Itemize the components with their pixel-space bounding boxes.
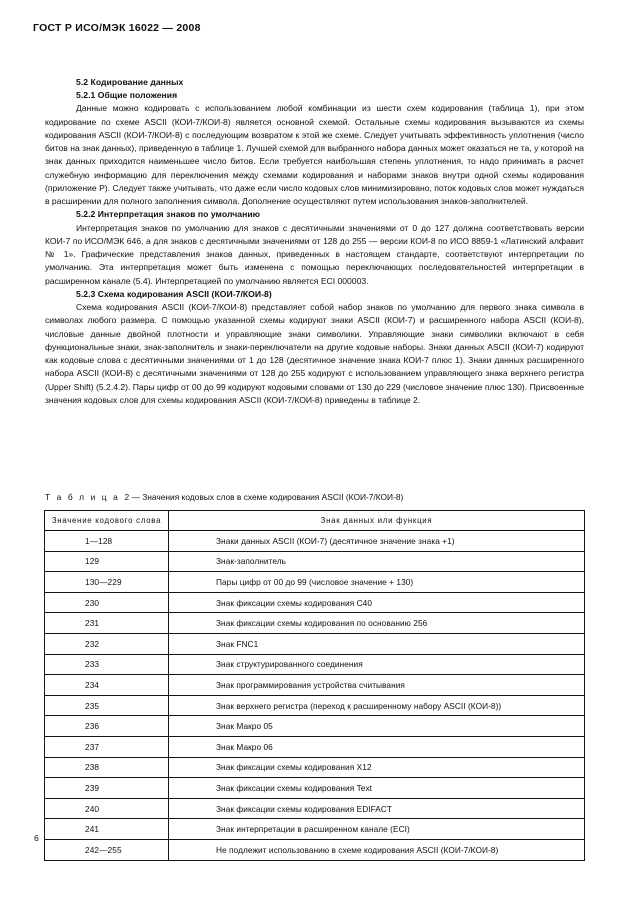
table-row (45, 716, 585, 737)
cell-codeword-value: 241 (45, 819, 169, 840)
cell-meaning: Знак-заполнитель (169, 551, 585, 572)
cell-codeword-value: 240 (45, 798, 169, 819)
column-header-codeword-value: Значение кодового слова (45, 511, 169, 531)
cell-meaning: Знак фиксации схемы кодирования Text (169, 778, 585, 799)
cell-codeword-value: 130—229 (45, 572, 169, 593)
cell-codeword-value: 236 (45, 716, 169, 737)
paragraph-5-2-1: Данные можно кодировать с использованием любой комбинации из шести схем кодирования (таблица 1), при этом кодирование по схеме ASCII (КОИ-7/КОИ-8) является основной схемой. Остальные схемы кодирования вызываются из схемы кодирования ASCII (КОИ-7/КОИ-8) с последующим возвратом к этой же схеме. Следует учитывать эффективность уплотнения (число битов на знак данных), приведенную в таблице 1. Лучшей схемой для выбранного набора данных может оказаться не та, у которой на знак данных приходится наименьшее число битов. Если требуется наибольшая степень уплотнения, то надо принимать в расчет служебную информацию для переключения между схемами кодирования и наборами знаков внутри одной схемы кодирования (приложение Р). Следует также учитывать, что даже если число кодовых слов минимизировано, поток кодовых слов может нуждаться в расширении для полного заполнения символа. Дополнение осуществляют путем использования знаков-заполнителей. (45, 103, 584, 207)
cell-meaning: Знак фиксации схемы кодирования EDIFACT (169, 798, 585, 819)
cell-codeword-value: 242—255 (45, 839, 169, 860)
codeword-values-table (44, 510, 585, 861)
cell-meaning: Знак интерпретации в расширенном канале (ECI) (169, 819, 585, 840)
cell-codeword-value: 230 (45, 592, 169, 613)
table-row (45, 675, 585, 696)
table-caption (45, 492, 403, 502)
cell-codeword-value: 232 (45, 633, 169, 654)
table-row (45, 819, 585, 840)
page-number: 6 (34, 833, 39, 843)
cell-meaning: Знак Макро 06 (169, 736, 585, 757)
cell-codeword-value: 239 (45, 778, 169, 799)
cell-codeword-value: 234 (45, 675, 169, 696)
paragraph-5-2-3: Схема кодирования ASCII (КОИ-7/КОИ-8) представляет собой набор знаков по умолчанию для первого знака символа в символах любого размера. С помощью указанной схемы кодируют знаки ASCII (КОИ-7) и расширенного набора ASCII (КОИ-8), числовые данные двойной плотности и управляющие знаки символики. Управляющие знаки символики включают в себя функциональные знаки, знак-заполнитель и знаки-переключатели на другие кодовые наборы. Знаки данных ASCII (КОИ-7) кодируют как кодовые слова с десятичными значениями от 1 до 128 (десятичное значение знака КОИ-7 плюс 1). Знаки данных расширенного набора ASCII (КОИ-8) с десятичными значениями от 128 до 255 кодируют с использованием управляющего знака верхнего регистра (Upper Shift) (5.2.4.2). Пары цифр от 00 до 99 кодируют кодовыми словами от 130 до 229 (числовое значение плюс 130). Присвоенные значения кодовых слов для схемы кодирования ASCII (КОИ-7/КОИ-8) приведены в таблице 2. (45, 302, 584, 405)
table-row (45, 757, 585, 778)
table-row (45, 551, 585, 572)
table-row (45, 695, 585, 716)
cell-meaning: Знак верхнего регистра (переход к расширенному набору ASCII (КОИ-8)) (169, 695, 585, 716)
table-row (45, 736, 585, 757)
cell-codeword-value: 237 (45, 736, 169, 757)
paragraph-5-2-2: Интерпретация знаков по умолчанию для знаков с десятичными значениями от 0 до 127 должна соответствовать версии КОИ-7 по ИСО/МЭК 646, а для знаков с десятичными значениями от 128 до 255 — версии КОИ-8 по ИСО 8859-1 «Латинский алфавит № 1». Графические представления знаков данных, приведенных в настоящем стандарте, соответствуют интерпретации по умолчанию. Эта интерпретация может быть изменена с помощью переключающих последовательностей интерпретации в расширенном канале (5.4). Интерпретацией по умолчанию является ECI 000003. (45, 222, 584, 286)
cell-meaning: Знак структурированного соединения (169, 654, 585, 675)
table-body (45, 531, 585, 861)
heading-5-2-1: 5.2.1 Общие положения (76, 90, 178, 101)
cell-codeword-value: 235 (45, 695, 169, 716)
table-row (45, 839, 585, 860)
table-row (45, 592, 585, 613)
running-header: ГОСТ Р ИСО/МЭК 16022 — 2008 (33, 22, 201, 34)
table-header-row (45, 511, 585, 531)
body-text-column (45, 76, 584, 407)
table-row (45, 654, 585, 675)
heading-5-2-3: 5.2.3 Схема кодирования ASCII (КОИ-7/КОИ-8) (76, 288, 272, 299)
cell-meaning: Пары цифр от 00 до 99 (числовое значение + 130) (169, 572, 585, 593)
cell-meaning: Не подлежит использованию в схеме кодирования ASCII (КОИ-7/КОИ-8) (169, 839, 585, 860)
table-caption-label: Т а б л и ц а (45, 492, 120, 502)
table-caption-number: 2 (124, 492, 130, 502)
heading-5-2: 5.2 Кодирование данных (76, 77, 184, 87)
table-row (45, 798, 585, 819)
cell-meaning: Знак программирования устройства считывания (169, 675, 585, 696)
table-row (45, 633, 585, 654)
heading-5-2-2: 5.2.2 Интерпретация знаков по умолчанию (76, 209, 261, 220)
table-row (45, 778, 585, 799)
table-row (45, 531, 585, 552)
table-caption-text: — Значения кодовых слов в схеме кодирования ASCII (КОИ-7/КОИ-8) (131, 492, 404, 502)
table-row (45, 572, 585, 593)
table-header-row-group (45, 511, 585, 531)
cell-meaning: Знак фиксации схемы кодирования по основанию 256 (169, 613, 585, 634)
cell-codeword-value: 238 (45, 757, 169, 778)
cell-meaning: Знак фиксации схемы кодирования С40 (169, 592, 585, 613)
cell-codeword-value: 1—128 (45, 531, 169, 552)
cell-codeword-value: 129 (45, 551, 169, 572)
cell-codeword-value: 231 (45, 613, 169, 634)
cell-meaning: Знак FNC1 (169, 633, 585, 654)
column-header-meaning: Знак данных или функция (169, 511, 585, 531)
cell-codeword-value: 233 (45, 654, 169, 675)
cell-meaning: Знак фиксации схемы кодирования Х12 (169, 757, 585, 778)
cell-meaning: Знаки данных ASCII (КОИ-7) (десятичное значение знака +1) (169, 531, 585, 552)
table-row (45, 613, 585, 634)
cell-meaning: Знак Макро 05 (169, 716, 585, 737)
